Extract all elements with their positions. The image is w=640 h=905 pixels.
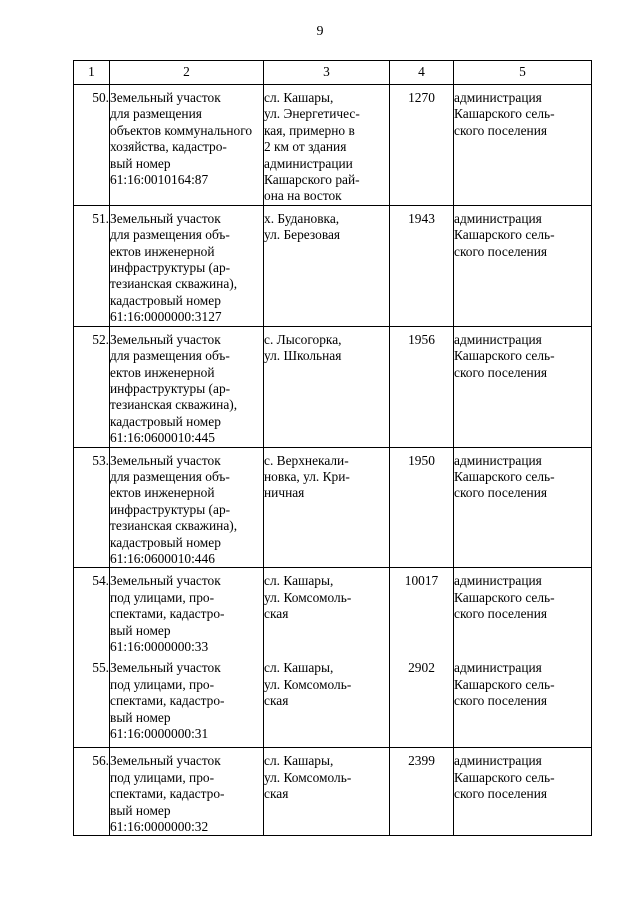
table-row	[74, 326, 592, 447]
plot-description: Земельный участок для размещения объ- ектов инженерной инфраструктуры (ар- тезианская скважина), кадастровый номер 61:16:0600010:445	[110, 326, 264, 447]
row-number: 55.	[74, 655, 110, 748]
row-number: 53.	[74, 447, 110, 568]
plot-address: сл. Кашары, ул. Комсомоль- ская	[264, 655, 390, 748]
plot-description: Земельный участок для размещения объ- ектов инженерной инфраструктуры (ар- тезианская скважина), кадастровый номер 61:16:0000000:3127	[110, 205, 264, 326]
table-row	[74, 85, 592, 206]
plot-area: 1943	[390, 205, 454, 326]
plot-owner: администрация Кашарского сель- ского поселения	[454, 447, 592, 568]
plot-area: 2399	[390, 748, 454, 836]
plot-description: Земельный участок под улицами, про- спектами, кадастро- вый номер 61:16:0000000:32	[110, 748, 264, 836]
plot-address: сл. Кашары, ул. Комсомоль- ская	[264, 568, 390, 656]
row-number: 54.	[74, 568, 110, 656]
plot-owner: администрация Кашарского сель- ского поселения	[454, 568, 592, 656]
plot-address: с. Лысогорка, ул. Школьная	[264, 326, 390, 447]
plot-address: сл. Кашары, ул. Комсомоль- ская	[264, 748, 390, 836]
plot-address: х. Будановка, ул. Березовая	[264, 205, 390, 326]
header-col-3: 3	[264, 61, 390, 85]
plot-description: Земельный участок под улицами, про- спектами, кадастро- вый номер 61:16:0000000:31	[110, 655, 264, 748]
plot-description: Земельный участок для размещения объ- ектов инженерной инфраструктуры (ар- тезианская скважина), кадастровый номер 61:16:0600010:446	[110, 447, 264, 568]
plot-address: сл. Кашары, ул. Энергетичес- кая, примерно в 2 км от здания администрации Кашарского рай- она на восток	[264, 85, 390, 206]
plot-description: Земельный участок под улицами, про- спектами, кадастро- вый номер 61:16:0000000:33	[110, 568, 264, 656]
table-row	[74, 748, 592, 836]
header-col-1: 1	[74, 61, 110, 85]
row-number: 52.	[74, 326, 110, 447]
plot-description: Земельный участок для размещения объектов коммунального хозяйства, кадастро- вый номер 61:16:0010164:87	[110, 85, 264, 206]
plot-area: 10017	[390, 568, 454, 656]
table-row	[74, 655, 592, 748]
plot-owner: администрация Кашарского сель- ского поселения	[454, 205, 592, 326]
plot-owner: администрация Кашарского сель- ского поселения	[454, 748, 592, 836]
table-row	[74, 568, 592, 656]
plot-area: 2902	[390, 655, 454, 748]
table-header-row	[74, 61, 592, 85]
plot-address: с. Верхнекали- новка, ул. Кри- ничная	[264, 447, 390, 568]
header-col-4: 4	[390, 61, 454, 85]
plot-owner: администрация Кашарского сель- ского поселения	[454, 326, 592, 447]
plot-area: 1956	[390, 326, 454, 447]
plot-owner: администрация Кашарского сель- ского поселения	[454, 85, 592, 206]
land-plots-table	[73, 60, 592, 836]
table-row	[74, 447, 592, 568]
row-number: 51.	[74, 205, 110, 326]
row-number: 56.	[74, 748, 110, 836]
page-number: 9	[316, 24, 324, 39]
header-col-2: 2	[110, 61, 264, 85]
table-row	[74, 205, 592, 326]
plot-area: 1950	[390, 447, 454, 568]
header-col-5: 5	[454, 61, 592, 85]
plot-area: 1270	[390, 85, 454, 206]
row-number: 50.	[74, 85, 110, 206]
plot-owner: администрация Кашарского сель- ского поселения	[454, 655, 592, 748]
